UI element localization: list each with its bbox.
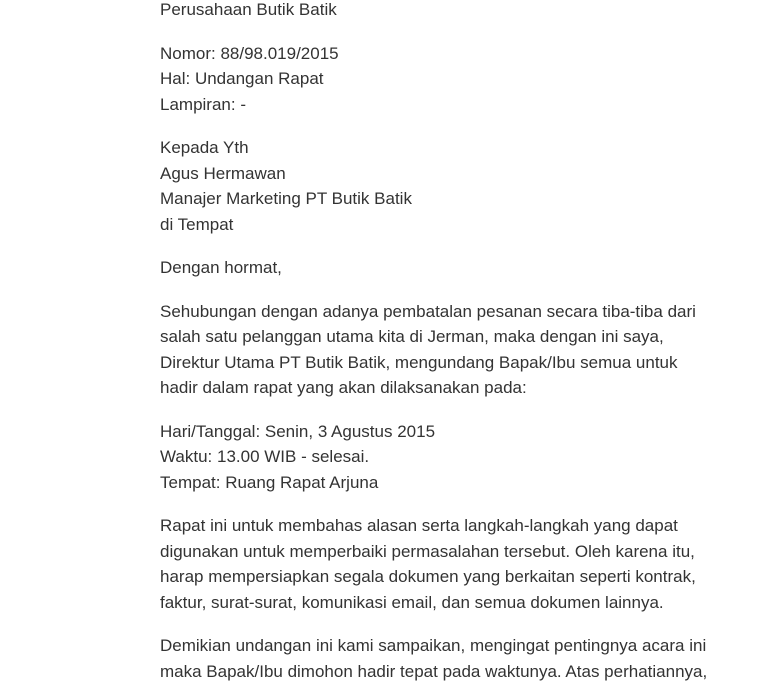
recipient-title: Manajer Marketing PT Butik Batik [160,189,412,208]
closing-paragraph [160,633,760,684]
letter-attachment: Lampiran: - [160,94,246,114]
closing-line: Demikian undangan ini kami sampaikan, mengingat pentingnya acara ini [160,636,707,655]
purpose-line: harap mempersiapkan segala dokumen yang berkaitan seperti kontrak, [160,567,696,586]
greeting: Dengan hormat, [160,258,282,277]
company-name-block [160,0,760,23]
purpose-paragraph [160,513,760,615]
intro-line: salah satu pelanggan utama kita di Jerman, maka dengan ini saya, [160,327,664,346]
intro-line: Sehubungan dengan adanya pembatalan pesanan secara tiba-tiba dari [160,301,696,321]
purpose-line: Rapat ini untuk membahas alasan serta langkah-langkah yang dapat [160,516,678,535]
purpose-line: digunakan untuk memperbaiki permasalahan tersebut. Oleh karena itu, [160,541,695,561]
purpose-line: faktur, surat-surat, komunikasi email, dan semua dokumen lainnya. [160,592,664,612]
recipient-salutation: Kepada Yth [160,138,249,157]
schedule-time: Waktu: 13.00 WIB - selesai. [160,447,370,466]
intro-paragraph [160,299,760,401]
recipient-name: Agus Hermawan [160,163,286,183]
recipient-place: di Tempat [160,214,234,234]
letter-body [160,0,760,691]
letter-number: Nomor: 88/98.019/2015 [160,43,339,63]
letter-subject: Hal: Undangan Rapat [160,69,324,88]
schedule-block [160,419,760,496]
closing-line: maka Bapak/Ibu dimohon hadir tepat pada waktunya. Atas perhatiannya, [160,661,708,681]
intro-line: hadir dalam rapat yang akan dilaksanakan pada: [160,378,527,397]
schedule-place: Tempat: Ruang Rapat Arjuna [160,472,379,492]
letter-header [160,41,760,118]
company-name: Perusahaan Butik Batik [160,0,337,19]
recipient-block [160,135,760,237]
schedule-date: Hari/Tanggal: Senin, 3 Agustus 2015 [160,421,436,441]
intro-line: Direktur Utama PT Butik Batik, mengundang Bapak/Ibu semua untuk [160,352,678,372]
greeting-block [160,255,760,281]
